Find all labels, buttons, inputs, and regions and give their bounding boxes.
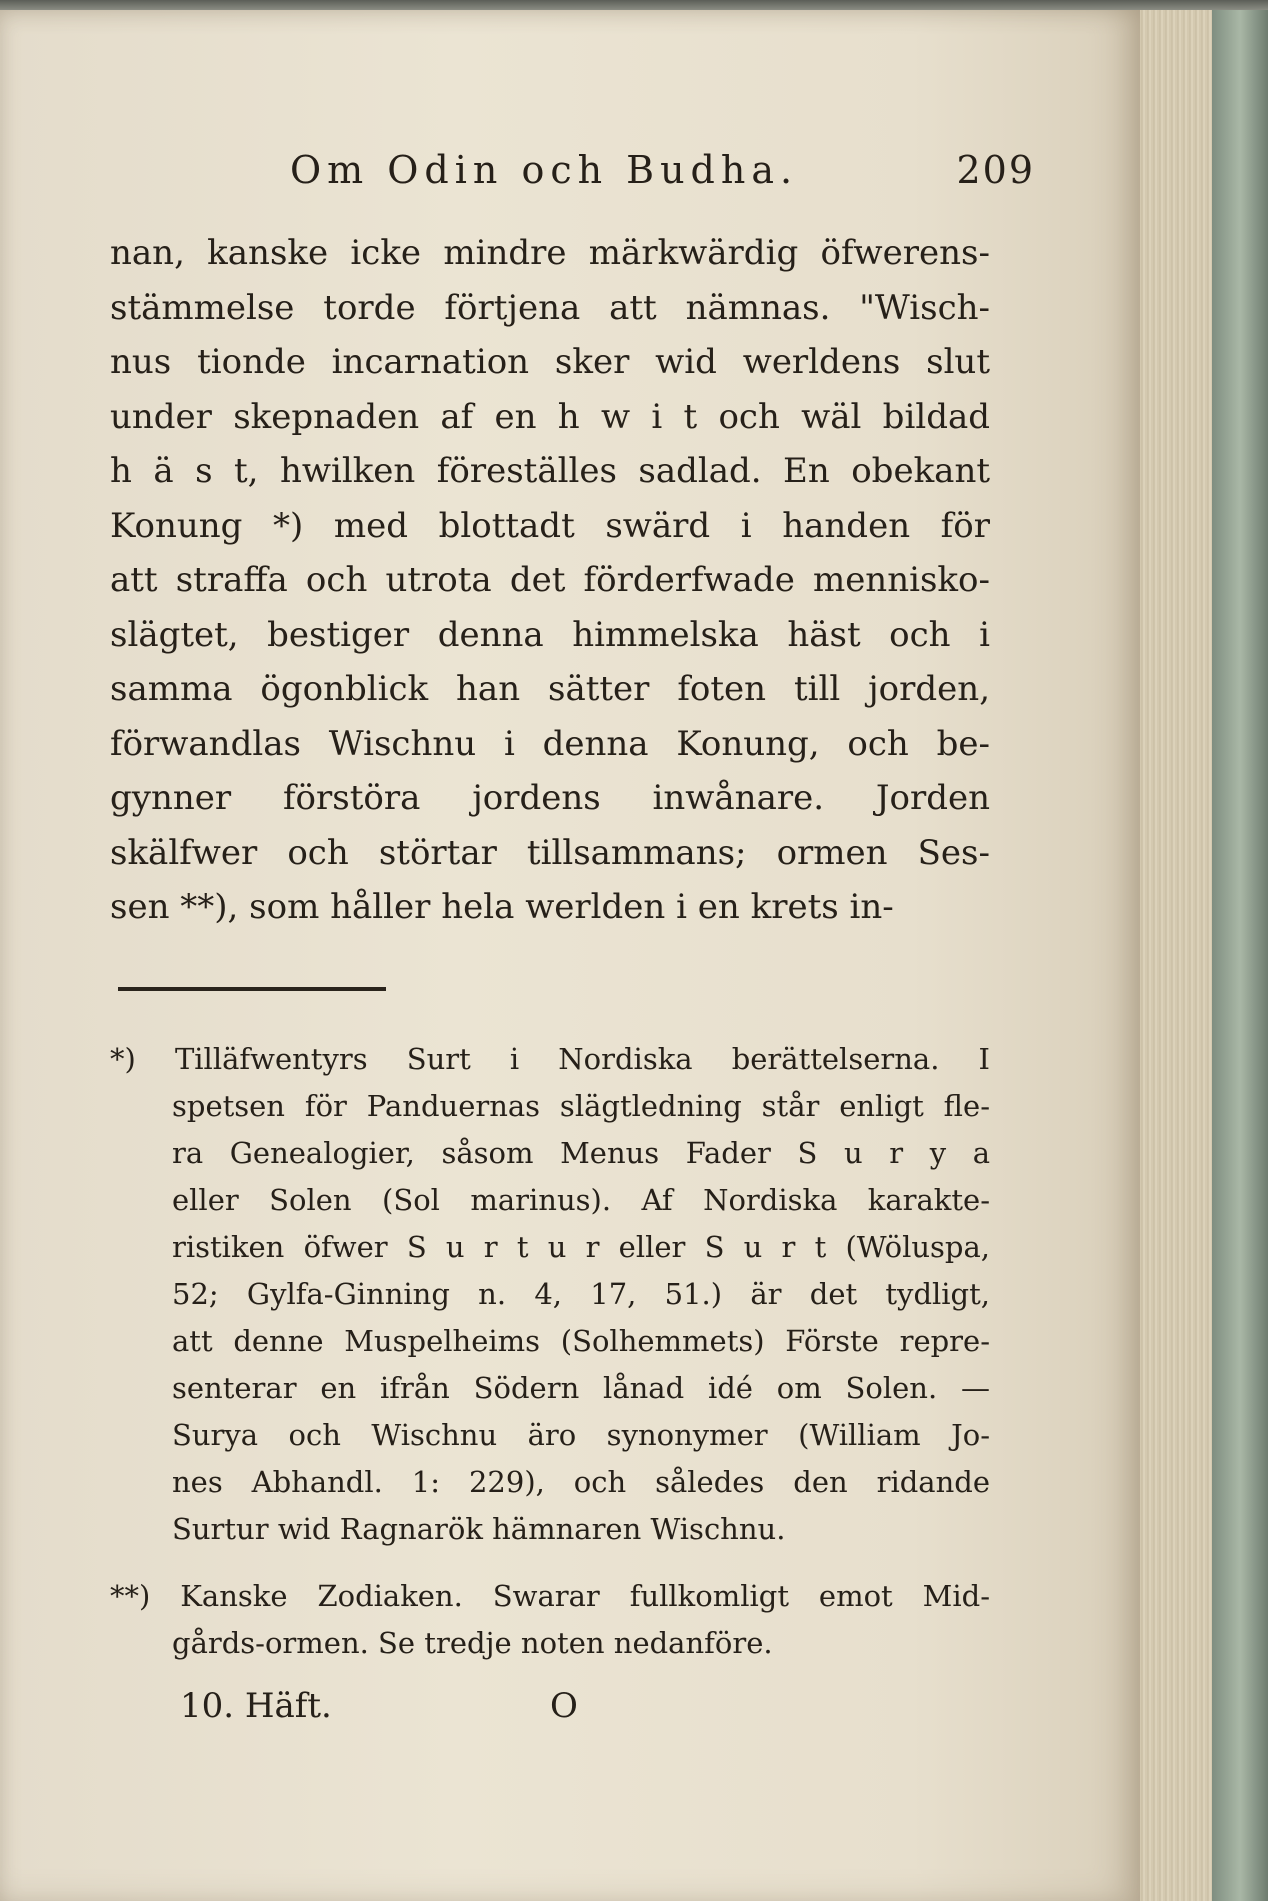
body-line: Konung *) med blottadt swärd i handen för <box>110 505 990 546</box>
footnote-line: *) Tilläfwentyrs Surt i Nordiska berättelserna. I <box>110 1042 990 1076</box>
body-line: samma ögonblick han sätter foten till jorden, <box>110 669 990 709</box>
footnote-line: eller Solen (Sol marinus). Af Nordiska karakte- <box>172 1183 990 1217</box>
footnote-line: ristiken öfwer S u r t u r eller S u r t (Wöluspa, <box>172 1230 990 1264</box>
footnote-1 <box>110 1036 990 1553</box>
running-head-title: Om Odin och Budha. <box>290 148 799 192</box>
footnote-rule <box>118 987 386 991</box>
footnote-line: senterar en ifrån Södern lånad idé om Solen. — <box>172 1371 990 1405</box>
body-line: sen **), som håller hela werlden i en krets in- <box>110 887 894 927</box>
body-line: under skepnaden af en h w i t och wäl bildad <box>110 396 990 437</box>
page-content <box>110 0 1035 1901</box>
footnote-2 <box>110 1573 990 1667</box>
page-number: 209 <box>956 148 1035 192</box>
body-line: skälfwer och störtar tillsammans; ormen Ses- <box>110 832 990 873</box>
body-line: h ä s t, hwilken föreställes sadlad. En obekant <box>110 451 990 491</box>
body-line: stämmelse torde förtjena att nämnas. "Wisch- <box>110 287 990 328</box>
footnote-line: nes Abhandl. 1: 229), och således den ridande <box>172 1465 990 1499</box>
running-head <box>290 148 1035 208</box>
footnote-line: gårds-ormen. Se tredje noten nedanföre. <box>172 1626 773 1660</box>
body-line: nan, kanske icke mindre märkwärdig öfwerens- <box>110 233 990 273</box>
body-line: slägtet, bestiger denna himmelska häst och i <box>110 614 990 655</box>
footnotes <box>110 1036 990 1667</box>
body-line: att straffa och utrota det förderfwade mennisko- <box>110 560 990 600</box>
signature-letter: O <box>550 1686 578 1726</box>
footnote-line: **) Kanske Zodiaken. Swarar fullkomligt emot Mid- <box>110 1579 990 1613</box>
book-cover-edge <box>1212 0 1268 1901</box>
footnote-line: ra Genealogier, såsom Menus Fader S u r y a <box>172 1136 990 1170</box>
footnote-line: 52; Gylfa-Ginning n. 4, 17, 51.) är det tydligt, <box>172 1277 990 1311</box>
footnote-line: Surtur wid Ragnarök hämnaren Wischnu. <box>172 1512 786 1546</box>
footnote-line: Surya och Wischnu äro synonymer (William Jo- <box>172 1418 990 1452</box>
body-line: gynner förstöra jordens inwånare. Jorden <box>110 778 990 818</box>
footnote-line: spetsen för Panduernas slägtledning står enligt fle- <box>172 1089 990 1123</box>
body-text <box>110 226 990 935</box>
footnote-line: att denne Muspelheims (Solhemmets) Förste repre- <box>172 1324 990 1358</box>
signature-label: 10. Häft. <box>180 1686 332 1726</box>
body-line: förwandlas Wischnu i denna Konung, och be- <box>110 723 990 764</box>
body-line: nus tionde incarnation sker wid werldens slut <box>110 342 990 382</box>
